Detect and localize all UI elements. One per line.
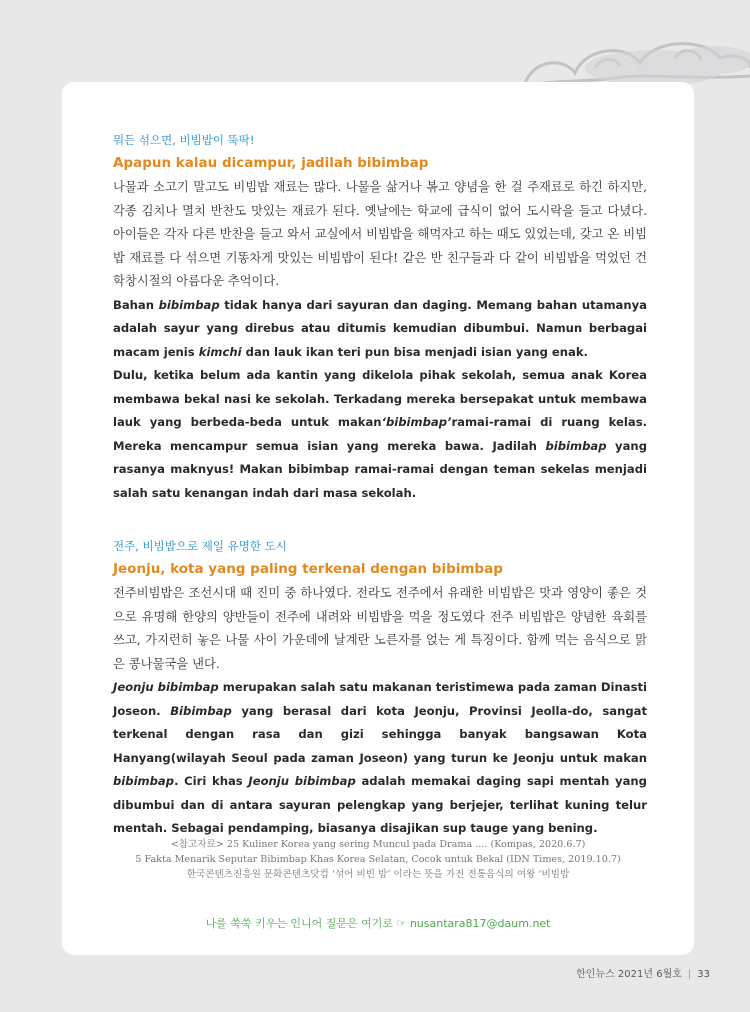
text-run: ramai-ramai di ruang kelas. Mereka mencampur semua isian yang mereka bawa. Jadilah	[113, 415, 648, 453]
section-heading-ko: 전주, 비빔밥으로 제일 유명한 도시	[113, 539, 287, 553]
section-bibimbap-mixing	[113, 132, 647, 505]
text-run: yang berasal dari kota Jeonju, Provinsi Jeolla-do, sangat terkenal dengan rasa dan gizi sehingga banyak bangsawan Kota Hanyang(wilayah Seoul pada zaman Joseon) yang turun ke Jeonju untuk makan	[113, 703, 647, 765]
paragraph-ko: 나물과 소고기 말고도 비빔밥 재료는 많다. 나물을 삶거나 볶고 양념을 한 걸 주재료로 하긴 하지만, 각종 김치나 멸치 반찬도 맛있는 재료가 된다. 옛날에는 학교에 급식이 없어 도시락을 들고 다녔다. 아이들은 각자 다른 반찬을 들고 와서 교실에서 비빔밥을 해먹자고 하는 때도 있었는데, 갖고 온 비빔밥 재료를 다 섞으면 기똥차게 맛있는 비빔밥이 된다! 같은 반 친구들과 다 같이 비빔밥을 먹었던 건 학창시절의 아름다운 추억이다.	[113, 180, 647, 288]
references	[62, 837, 694, 882]
text-run: Bahan	[113, 297, 159, 312]
italic-term: ‘bibimbap’	[381, 415, 452, 429]
footer-separator: |	[687, 969, 692, 980]
text-run: Dulu, ketika belum ada kantin yang dikelola pihak sekolah, semua anak Korea membawa bekal nasi ke sekolah. Terkadang mereka bersepakat untuk membawa lauk yang berbeda-beda untuk makan	[113, 368, 647, 429]
italic-term: Jeonju bibimbap	[113, 680, 219, 694]
italic-term: Jeonju bibimbap	[248, 774, 356, 788]
text-run: merupakan salah satu makanan teristimewa pada zaman Dinasti Joseon.	[113, 680, 647, 718]
publication-name: 한인뉴스 2021년 6월호	[576, 969, 682, 980]
text-run: . Ciri khas	[174, 774, 249, 788]
contact-note: 나를 쑥쑥 키우는 인니어 질문은 여기로 ☞ nusantara817@daum.net	[205, 917, 551, 930]
text-run: adalah memakai daging sapi mentah yang dibumbui dan di antara sayuran pelengkap yang berjejer, terlihat kuning telur mentah. Sebagai pendamping, biasanya disajikan sup tauge yang bening.	[113, 774, 647, 835]
paragraph-id	[113, 676, 647, 841]
italic-term: Bibimbap	[170, 703, 232, 718]
italic-term: bibimbap	[158, 297, 220, 312]
reference-line: <참고자료> 25 Kuliner Korea yang sering Muncul pada Drama .... (Kompas, 2020.6.7)	[170, 839, 586, 850]
italic-term: kimchi	[198, 344, 242, 359]
text-run: dan lauk ikan teri pun bisa menjadi isian yang enak.	[241, 344, 588, 359]
paragraph-ko: 전주비빔밥은 조선시대 때 진미 중 하나였다. 전라도 전주에서 유래한 비빔밥은 맛과 영양이 좋은 것으로 유명해 한양의 양반들이 전주에 내려와 비빔밥을 먹을 정도였다 전주 비빔밥은 양념한 육회를 쓰고, 가지런히 놓은 나물 사이 가운데에 날계란 노른자를 얹는 게 특징이다. 함께 먹는 음식으로 맑은 콩나물국을 낸다.	[113, 586, 647, 671]
section-heading-ko: 뭐든 섞으면, 비빔밥이 뚝딱!	[113, 133, 255, 147]
section-heading-id: Jeonju, kota yang paling terkenal dengan bibimbap	[113, 561, 503, 577]
paragraph-id	[113, 364, 647, 505]
reference-line: 한국콘텐츠진흥원 문화콘텐츠닷컴 ‘섞어 비빈 밥’ 이라는 뜻을 가진 전통음식의 여왕 ‘비빔밥	[186, 869, 570, 880]
text-run: tidak hanya dari sayuran dan daging. Memang bahan utamanya adalah sayur yang direbus atau ditumis kemudian dibumbui. Namun berbagai macam jenis	[113, 297, 648, 359]
italic-term: bibimbap	[113, 774, 175, 788]
text-run: yang rasanya maknyus! Makan bibimbap ramai-ramai dengan teman sekelas menjadi salah satu kenangan indah dari masa sekolah.	[113, 438, 647, 500]
content-card	[62, 82, 694, 955]
section-jeonju	[113, 538, 647, 841]
page-footer	[576, 965, 710, 980]
reference-line: 5 Fakta Menarik Seputar Bibimbap Khas Korea Selatan, Cocok untuk Bekal (IDN Times, 2019.10.7)	[135, 854, 621, 865]
page-number: 33	[697, 969, 710, 980]
section-heading-id: Apapun kalau dicampur, jadilah bibimbap	[113, 155, 429, 171]
paragraph-id	[113, 294, 647, 365]
italic-term: bibimbap	[545, 438, 607, 453]
